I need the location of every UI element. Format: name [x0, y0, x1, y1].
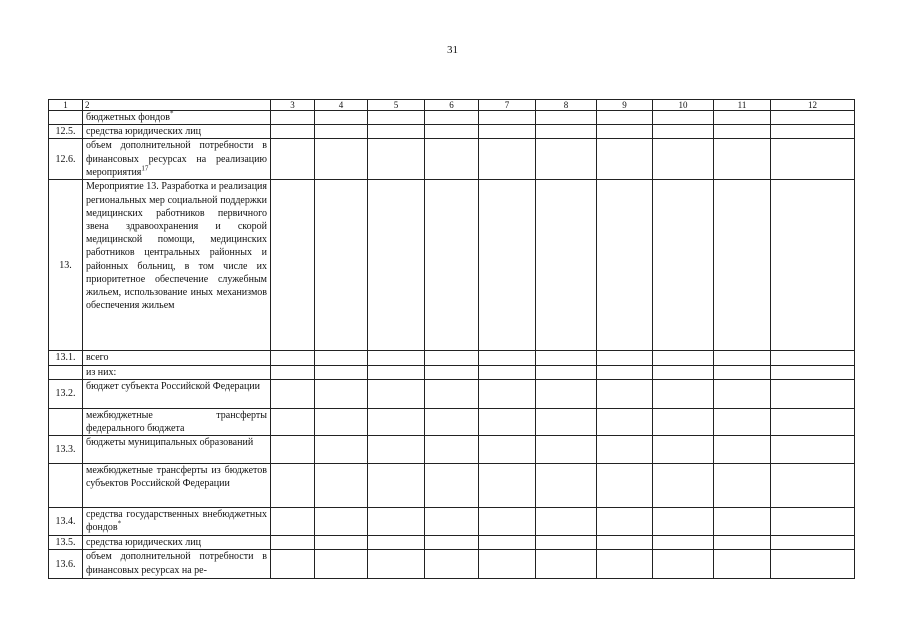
- row-description: [83, 408, 271, 435]
- header-cell: 11: [714, 100, 771, 111]
- value-cell: [653, 436, 714, 464]
- header-cell: 3: [271, 100, 315, 111]
- row-description-text: средства юридических лиц: [86, 126, 201, 138]
- value-cell: [536, 365, 597, 379]
- value-cell: [597, 111, 653, 125]
- table-row: [49, 408, 855, 435]
- value-cell: [425, 408, 479, 435]
- value-cell: [271, 408, 315, 435]
- value-cell: [479, 351, 536, 365]
- page-number: 31: [447, 44, 458, 56]
- header-row: [49, 100, 855, 111]
- header-cell: 2: [83, 100, 271, 111]
- value-cell: [315, 111, 368, 125]
- value-cell: [479, 464, 536, 508]
- value-cell: [653, 365, 714, 379]
- table-body: [49, 100, 855, 579]
- value-cell: [479, 408, 536, 435]
- table-row: [49, 365, 855, 379]
- row-number: [49, 111, 83, 125]
- row-number: 13.6.: [49, 550, 83, 579]
- value-cell: [315, 351, 368, 365]
- value-cell: [425, 464, 479, 508]
- value-cell: [653, 464, 714, 508]
- row-number: [49, 365, 83, 379]
- row-description: [83, 365, 271, 379]
- value-cell: [479, 139, 536, 180]
- value-cell: [771, 379, 855, 408]
- value-cell: [271, 464, 315, 508]
- value-cell: [771, 125, 855, 139]
- value-cell: [425, 111, 479, 125]
- row-description-text: межбюджетные трансферты из бюджетов субъектов Российской Федерации: [86, 465, 267, 490]
- table-row: [49, 508, 855, 536]
- value-cell: [653, 408, 714, 435]
- value-cell: [771, 408, 855, 435]
- table-row: [49, 436, 855, 464]
- value-cell: [536, 111, 597, 125]
- table-row: [49, 464, 855, 508]
- row-description-text: из них:: [86, 366, 117, 378]
- value-cell: [771, 464, 855, 508]
- row-description-text: объем дополнительной потребности в финансовых ресурсах на реализацию мероприятия: [86, 140, 267, 178]
- value-cell: [315, 536, 368, 550]
- value-cell: [315, 379, 368, 408]
- value-cell: [653, 125, 714, 139]
- value-cell: [368, 139, 425, 180]
- value-cell: [271, 125, 315, 139]
- value-cell: [479, 436, 536, 464]
- value-cell: [536, 379, 597, 408]
- value-cell: [315, 436, 368, 464]
- value-cell: [315, 408, 368, 435]
- row-number: 13.2.: [49, 379, 83, 408]
- row-number: [49, 408, 83, 435]
- value-cell: [271, 536, 315, 550]
- row-description: [83, 508, 271, 536]
- value-cell: [271, 351, 315, 365]
- value-cell: [271, 180, 315, 351]
- table-row: [49, 125, 855, 139]
- value-cell: [714, 111, 771, 125]
- value-cell: [597, 125, 653, 139]
- value-cell: [597, 436, 653, 464]
- table-row: [49, 351, 855, 365]
- value-cell: [653, 379, 714, 408]
- row-description: [83, 180, 271, 351]
- value-cell: [425, 550, 479, 579]
- value-cell: [479, 125, 536, 139]
- value-cell: [714, 351, 771, 365]
- value-cell: [653, 351, 714, 365]
- row-description-text: бюджеты муниципальных образований: [86, 437, 254, 449]
- value-cell: [771, 536, 855, 550]
- value-cell: [368, 351, 425, 365]
- value-cell: [271, 111, 315, 125]
- row-description: [83, 351, 271, 365]
- table-row: [49, 180, 855, 351]
- value-cell: [597, 139, 653, 180]
- value-cell: [597, 408, 653, 435]
- row-description: [83, 536, 271, 550]
- value-cell: [771, 180, 855, 351]
- row-number: 13.3.: [49, 436, 83, 464]
- value-cell: [368, 379, 425, 408]
- value-cell: [368, 365, 425, 379]
- value-cell: [425, 379, 479, 408]
- value-cell: [479, 111, 536, 125]
- header-cell: 12: [771, 100, 855, 111]
- row-description-text: межбюджетные трансферты федерального бюджета: [86, 409, 267, 435]
- value-cell: [536, 464, 597, 508]
- row-number: 13.5.: [49, 536, 83, 550]
- value-cell: [368, 464, 425, 508]
- value-cell: [271, 365, 315, 379]
- row-number: 13.4.: [49, 508, 83, 536]
- value-cell: [368, 536, 425, 550]
- header-cell: 5: [368, 100, 425, 111]
- footnote-marker: *: [169, 110, 174, 118]
- table-row: [49, 536, 855, 550]
- header-cell: 8: [536, 100, 597, 111]
- value-cell: [368, 436, 425, 464]
- value-cell: [597, 508, 653, 536]
- value-cell: [425, 139, 479, 180]
- value-cell: [714, 365, 771, 379]
- value-cell: [368, 111, 425, 125]
- value-cell: [714, 379, 771, 408]
- value-cell: [714, 550, 771, 579]
- value-cell: [315, 180, 368, 351]
- value-cell: [597, 365, 653, 379]
- value-cell: [714, 125, 771, 139]
- row-description: [83, 125, 271, 139]
- value-cell: [368, 180, 425, 351]
- value-cell: [653, 550, 714, 579]
- value-cell: [771, 436, 855, 464]
- value-cell: [425, 351, 479, 365]
- value-cell: [714, 139, 771, 180]
- value-cell: [771, 351, 855, 365]
- value-cell: [714, 408, 771, 435]
- value-cell: [315, 550, 368, 579]
- value-cell: [315, 464, 368, 508]
- value-cell: [536, 351, 597, 365]
- value-cell: [271, 379, 315, 408]
- value-cell: [714, 536, 771, 550]
- row-number: 13.: [49, 180, 83, 351]
- value-cell: [714, 464, 771, 508]
- value-cell: [271, 550, 315, 579]
- row-number: 12.6.: [49, 139, 83, 180]
- value-cell: [597, 464, 653, 508]
- value-cell: [479, 508, 536, 536]
- value-cell: [714, 508, 771, 536]
- value-cell: [536, 125, 597, 139]
- header-cell: 6: [425, 100, 479, 111]
- value-cell: [271, 436, 315, 464]
- value-cell: [479, 379, 536, 408]
- value-cell: [653, 180, 714, 351]
- row-number: 13.1.: [49, 351, 83, 365]
- value-cell: [536, 408, 597, 435]
- value-cell: [536, 536, 597, 550]
- header-cell: 1: [49, 100, 83, 111]
- value-cell: [653, 508, 714, 536]
- table-row: [49, 379, 855, 408]
- value-cell: [368, 408, 425, 435]
- value-cell: [536, 180, 597, 351]
- value-cell: [771, 139, 855, 180]
- value-cell: [536, 139, 597, 180]
- value-cell: [425, 180, 479, 351]
- row-description-text: средства государственных внебюджетных фондов: [86, 509, 267, 534]
- row-description: [83, 379, 271, 408]
- table-row: [49, 111, 855, 125]
- value-cell: [597, 180, 653, 351]
- value-cell: [271, 508, 315, 536]
- value-cell: [368, 508, 425, 536]
- value-cell: [597, 379, 653, 408]
- value-cell: [315, 508, 368, 536]
- value-cell: [536, 436, 597, 464]
- row-description-text: бюджетных фондов: [86, 112, 170, 123]
- table-row: [49, 550, 855, 579]
- value-cell: [425, 508, 479, 536]
- value-cell: [315, 365, 368, 379]
- value-cell: [714, 180, 771, 351]
- header-cell: 4: [315, 100, 368, 111]
- footnote-marker: 17: [141, 164, 149, 173]
- header-cell: 9: [597, 100, 653, 111]
- value-cell: [714, 436, 771, 464]
- row-description: [83, 139, 271, 180]
- value-cell: [597, 550, 653, 579]
- value-cell: [771, 365, 855, 379]
- value-cell: [315, 139, 368, 180]
- value-cell: [271, 139, 315, 180]
- header-cell: 10: [653, 100, 714, 111]
- value-cell: [653, 139, 714, 180]
- header-cell: 7: [479, 100, 536, 111]
- row-description-text: объем дополнительной потребности в финансовых ресурсах на ре-: [86, 551, 267, 576]
- value-cell: [653, 111, 714, 125]
- budget-table: [48, 99, 855, 579]
- value-cell: [425, 125, 479, 139]
- row-description-text: всего: [86, 352, 109, 364]
- row-description-text: бюджет субъекта Российской Федерации: [86, 380, 261, 392]
- row-description-text: Мероприятие 13. Разработка и реализация региональных мер социальной поддержки медицинских работников первичного звена здравоохранения и скорой медицинской помощи, медицинских работников центральных районных и районных больниц, в том числе их приоритетное обеспечение служебным жильем, использование иных механизмов обеспечения жильем: [86, 181, 267, 312]
- value-cell: [368, 550, 425, 579]
- value-cell: [315, 125, 368, 139]
- row-description-text: средства юридических лиц: [86, 537, 201, 549]
- row-description: [83, 550, 271, 579]
- row-description: [83, 436, 271, 464]
- value-cell: [479, 550, 536, 579]
- value-cell: [653, 536, 714, 550]
- table-row: [49, 139, 855, 180]
- row-description: [83, 111, 271, 125]
- value-cell: [425, 536, 479, 550]
- value-cell: [479, 536, 536, 550]
- value-cell: [479, 180, 536, 351]
- value-cell: [479, 365, 536, 379]
- row-number: [49, 464, 83, 508]
- value-cell: [536, 550, 597, 579]
- footnote-marker: *: [117, 520, 122, 529]
- value-cell: [771, 508, 855, 536]
- value-cell: [771, 111, 855, 125]
- row-description: [83, 464, 271, 508]
- value-cell: [425, 436, 479, 464]
- value-cell: [368, 125, 425, 139]
- value-cell: [771, 550, 855, 579]
- row-number: 12.5.: [49, 125, 83, 139]
- value-cell: [597, 536, 653, 550]
- value-cell: [536, 508, 597, 536]
- value-cell: [597, 351, 653, 365]
- value-cell: [425, 365, 479, 379]
